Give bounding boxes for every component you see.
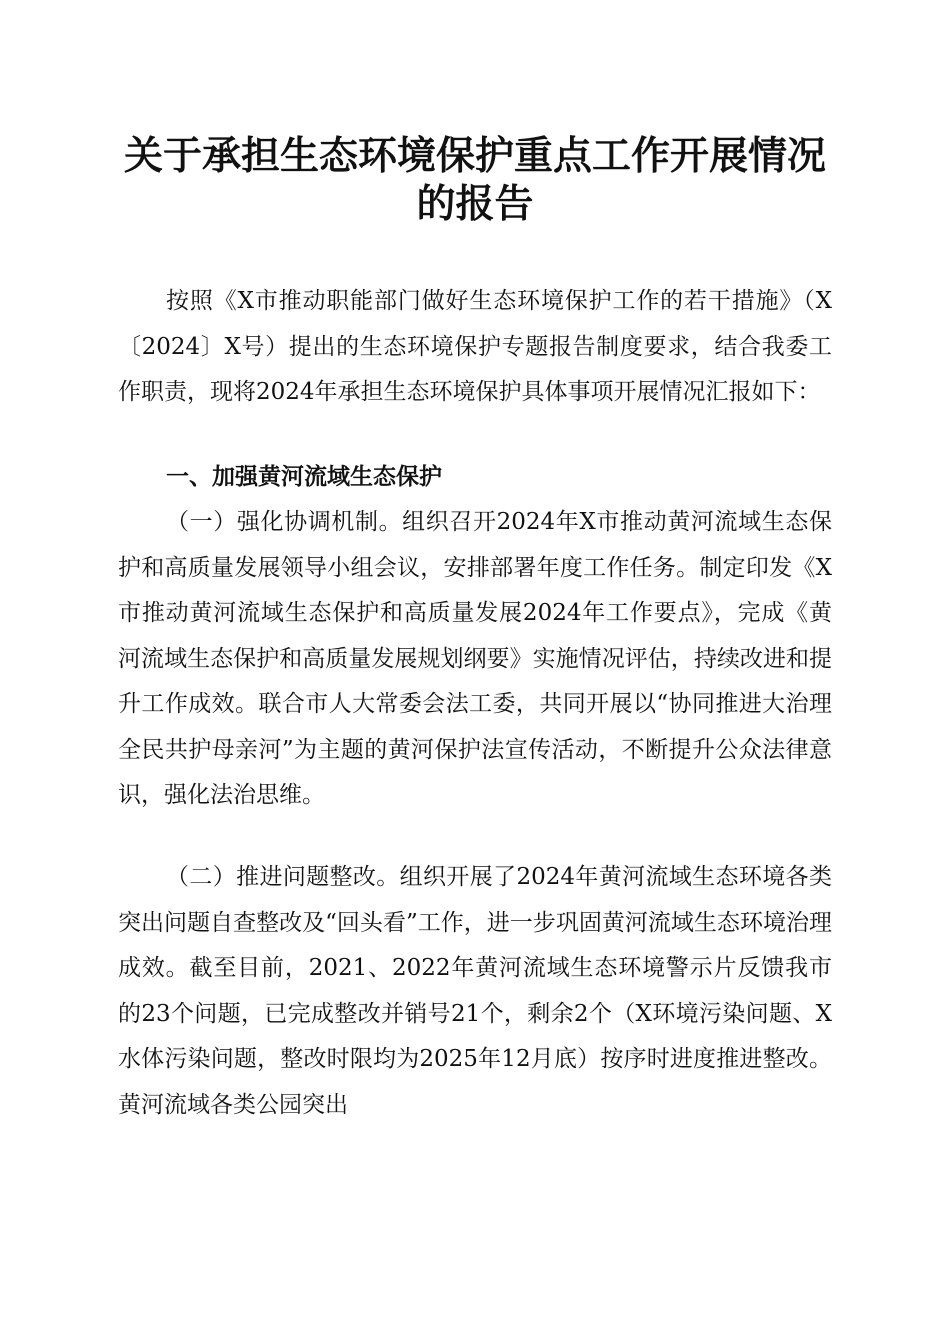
paragraph-item-2: （二）推进问题整改。组织开展了2024年黄河流域生态环境各类突出问题自查整改及“回头看”工作，进一步巩固黄河流域生态环境治理成效。截至目前，2021、2022年黄河流域生态环境警示片反馈我市的23个问题，已完成整改并销号21个，剩余2个（X环境污染问题、X水体污染问题，整改时限均为2025年12月底）按序时进度推进整改。黄河流域各类公园突出 bbox=[118, 864, 832, 1118]
section-heading-1: 一、加强黄河流域生态保护 bbox=[166, 464, 442, 490]
paragraph-item-1: （一）强化协调机制。组织召开2024年X市推动黄河流域生态保护和高质量发展领导小组会议，安排部署年度工作任务。制定印发《X市推动黄河流域生态保护和高质量发展2024年工作要点》，完成《黄河流域生态保护和高质量发展规划纲要》实施情况评估，持续改进和提升工作成效。联合市人大常委会法工委，共同开展以“协同推进大治理全民共护母亲河”为主题的黄河保护法宣传活动，不断提升公众法律意识，强化法治思维。 bbox=[118, 509, 832, 808]
intro-paragraph: 按照《X市推动职能部门做好生态环境保护工作的若干措施》（X〔2024〕X号）提出的生态环境保护专题报告制度要求，结合我委工作职责，现将2024年承担生态环境保护具体事项开展情况汇报如下： bbox=[118, 288, 832, 405]
document-title: 关于承担生态环境保护重点工作开展情况的报告 bbox=[123, 133, 826, 227]
